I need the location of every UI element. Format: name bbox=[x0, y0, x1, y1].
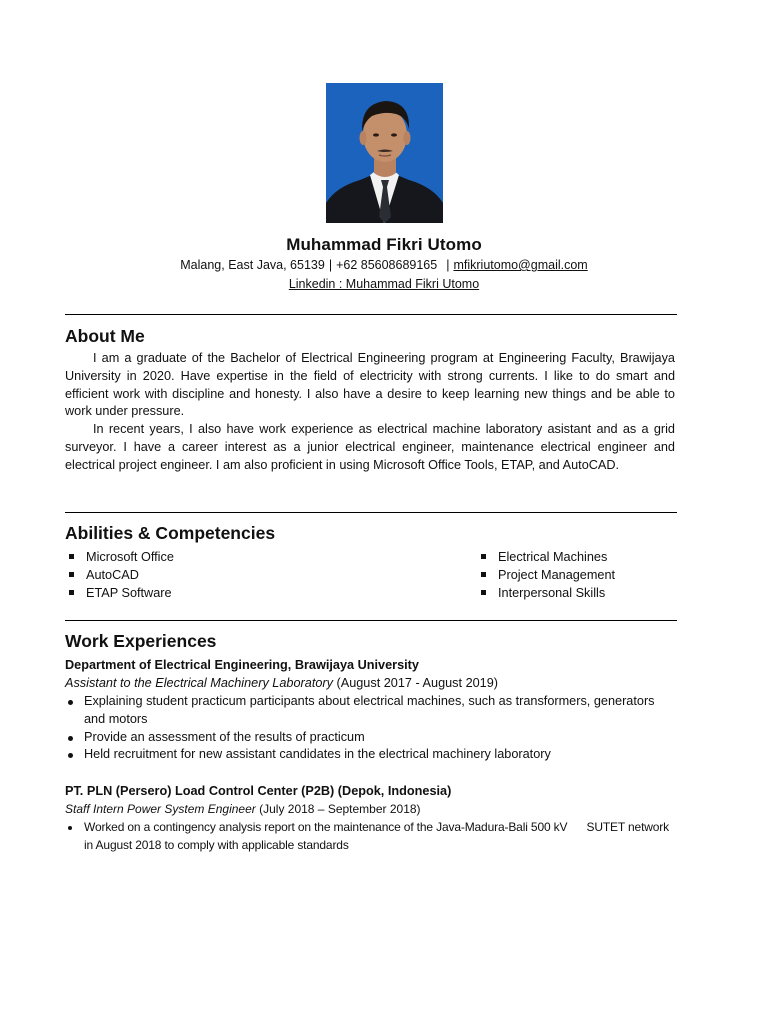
skill-label: Interpersonal Skills bbox=[498, 586, 606, 600]
bullet-icon bbox=[68, 736, 73, 741]
job-bullets bbox=[65, 693, 677, 764]
job-organization: PT. PLN (Persero) Load Control Center (P2B) (Depok, Indonesia) bbox=[65, 784, 452, 798]
skills-list-left bbox=[65, 548, 174, 602]
divider bbox=[65, 620, 677, 621]
phone: +62 85608689165 bbox=[336, 258, 438, 272]
work-heading: Work Experiences bbox=[65, 631, 217, 651]
skill-item bbox=[477, 548, 615, 566]
skill-item bbox=[65, 548, 174, 566]
job-period: (August 2017 - August 2019) bbox=[336, 676, 499, 690]
job-bullet bbox=[65, 693, 677, 729]
job-bullets bbox=[65, 819, 677, 855]
job-bullet bbox=[65, 746, 677, 764]
bullet-text: Provide an assessment of the results of practicum bbox=[84, 729, 365, 744]
candidate-name: Muhammad Fikri Utomo bbox=[286, 235, 482, 254]
skill-item bbox=[477, 566, 615, 584]
bullet-icon bbox=[68, 753, 73, 758]
contact-line bbox=[0, 258, 768, 272]
skill-item bbox=[65, 566, 174, 584]
about-paragraph: I am a graduate of the Bachelor of Electrical Engineering program at Engineering Faculty, Brawijaya University in 2020. Have expertise in the field of electricity with strong currents. I like to do smart and efficient work with discipline and honesty. I also have a desire to keep learning new things and be able to work under pressure. bbox=[65, 351, 675, 419]
profile-photo bbox=[326, 83, 443, 223]
bullet-text: Explaining student practicum participants about electrical machines, such as transformers, generators and motors bbox=[84, 694, 655, 726]
skill-label: Project Management bbox=[498, 568, 616, 582]
abilities-heading: Abilities & Competencies bbox=[65, 523, 276, 543]
separator: | bbox=[446, 258, 450, 272]
bullet-icon bbox=[481, 572, 486, 577]
job-organization: Department of Electrical Engineering, Brawijaya University bbox=[65, 658, 419, 672]
skill-label: Electrical Machines bbox=[498, 550, 608, 564]
separator: | bbox=[328, 258, 333, 272]
bullet-icon bbox=[68, 826, 72, 830]
bullet-text: Held recruitment for new assistant candidates in the electrical machinery laboratory bbox=[84, 747, 551, 762]
bullet-icon bbox=[481, 590, 486, 595]
skill-label: Microsoft Office bbox=[86, 550, 174, 564]
job-entry bbox=[65, 656, 677, 764]
job-bullet bbox=[65, 729, 677, 747]
job-role-line bbox=[65, 674, 677, 693]
bullet-icon bbox=[69, 572, 74, 577]
job-period: (July 2018 – September 2018) bbox=[259, 802, 421, 816]
skill-item bbox=[65, 584, 174, 602]
bullet-icon bbox=[69, 590, 74, 595]
skills-list-right bbox=[477, 548, 615, 602]
job-role: Staff Intern Power System Engineer bbox=[65, 802, 256, 816]
about-text bbox=[65, 350, 675, 475]
email-link[interactable]: mfikriutomo@gmail.com bbox=[453, 258, 588, 272]
divider bbox=[65, 512, 677, 513]
about-paragraph: In recent years, I also have work experience as electrical machine laboratory asistant and as a grid surveyor. I have a career interest as a junior electrical engineer, maintenance electrical engineer and electrical project engineer. I am also proficient in using Microsoft Office Tools, ETAP, and AutoCAD. bbox=[65, 422, 675, 472]
job-role: Assistant to the Electrical Machinery Laboratory bbox=[65, 676, 333, 690]
bullet-text: Worked on a contingency analysis report on the maintenance of the Java-Madura-Bali 500 kV SUTET network in August 2018 to comply with applicable standards bbox=[84, 820, 673, 852]
bullet-icon bbox=[69, 554, 74, 559]
about-heading: About Me bbox=[65, 326, 145, 346]
location: Malang, East Java, 65139 bbox=[180, 258, 325, 272]
job-bullet bbox=[65, 819, 677, 855]
job-role-line bbox=[65, 800, 677, 819]
skill-label: ETAP Software bbox=[86, 586, 172, 600]
bullet-icon bbox=[68, 700, 73, 705]
bullet-icon bbox=[481, 554, 486, 559]
skill-label: AutoCAD bbox=[86, 568, 139, 582]
divider bbox=[65, 314, 677, 315]
skill-item bbox=[477, 584, 615, 602]
linkedin-link[interactable]: Linkedin : Muhammad Fikri Utomo bbox=[288, 277, 480, 291]
job-entry bbox=[65, 782, 677, 855]
